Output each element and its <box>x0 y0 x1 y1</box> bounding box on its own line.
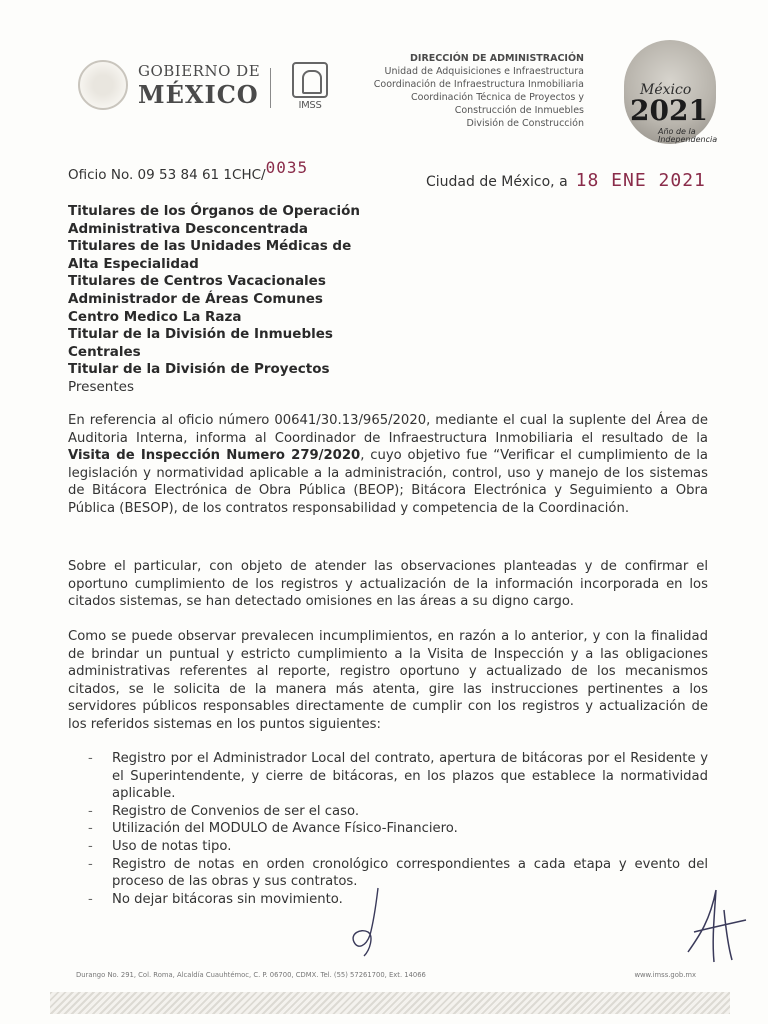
national-seal-icon <box>78 60 128 110</box>
list-item: - No dejar bitácoras sin movimiento. <box>88 891 708 909</box>
dept-line-5: División de Construcción <box>466 118 584 129</box>
date-stamp: 18 ENE 2021 <box>575 170 706 191</box>
list-item: - Registro por el Administrador Local del contrato, apertura de bitácoras por el Residente y el Superintendente, y cierre de bitácoras, en los plazos que establece la normatividad aplicable. <box>88 750 708 803</box>
paragraph-2: Sobre el particular, con objeto de atender las observaciones planteadas y de confirmar el oportuno cumplimiento de los registros y actualización de la información incorporada en los citados sistemas, se han detectado omisiones en las áreas a su digno cargo. <box>68 559 708 610</box>
badge-subtitle: Año de la Independencia <box>658 127 718 144</box>
dept-line-4: Construcción de Inmuebles <box>454 105 584 116</box>
recipient-line: Titulares de Centros Vacacionales <box>68 273 326 290</box>
imss-logo <box>288 62 332 111</box>
recipient-line: Administrador de Áreas Comunes <box>68 290 323 307</box>
recipient-line-presentes: Presentes <box>68 378 134 395</box>
list-item: - Registro de notas en orden cronológico correspondientes a cada etapa y evento del proceso de las obras y sus contratos. <box>88 856 708 891</box>
paragraph-1 <box>68 412 708 518</box>
dept-line-2: Coordinación de Infraestructura Inmobiliaria <box>373 79 584 90</box>
recipient-line: Centrales <box>68 343 141 360</box>
dept-line-1: Unidad de Adquisiciones e Infraestructura <box>384 66 584 77</box>
recipient-line: Titulares de las Unidades Médicas de <box>68 238 352 255</box>
list-item: - Registro de Convenios de ser el caso. <box>88 803 708 821</box>
department-block <box>374 52 584 130</box>
mexico-2021-badge <box>620 36 716 146</box>
oficio-number <box>68 158 309 183</box>
paragraph-1-part-a: En referencia al oficio número 00641/30.13/965/2020, mediante el cual la suplente del Área de Auditoria Interna, informa al Coordinador de Infraestructura Inmobiliaria el resultado de la <box>68 413 708 446</box>
date-prefix: Ciudad de México, a <box>426 174 568 190</box>
list-item: - Uso de notas tipo. <box>88 838 708 856</box>
inspection-visit-ref: Visita de Inspección Numero 279/2020 <box>68 448 361 464</box>
recipient-line: Centro Medico La Raza <box>68 308 242 325</box>
decorative-border <box>50 992 730 1014</box>
action-items-list <box>88 750 708 908</box>
letterhead <box>0 30 768 160</box>
dept-line-3: Coordinación Técnica de Proyectos y <box>411 92 584 103</box>
list-item: - Utilización del MODULO de Avance Físico-Financiero. <box>88 820 708 838</box>
recipients-block <box>68 203 360 397</box>
imss-label: IMSS <box>298 100 322 111</box>
paragraph-3: Como se puede observar prevalecen incumplimientos, en razón a lo anterior, y con la finalidad de brindar un puntual y estricto cumplimiento a la Visita de Inspección y a las obligaciones administrativas referentes al reporte, registro oportuno y actualizado de los mecanismos citados, se le solicita de la manera más atenta, gire las instrucciones pertinentes a los servidores públicos responsables directamente de cumplir con los registros y actualización de los referidos sistemas en los puntos siguientes: <box>68 629 708 732</box>
oficio-label: Oficio No. 09 53 84 61 1CHC/ <box>68 167 266 183</box>
footer-address: Durango No. 291, Col. Roma, Alcaldía Cuauhtémoc, C. P. 06700, CDMX. Tel. (55) 57261700, Ext. 14066 <box>76 971 426 979</box>
paragraph-1-part-b: , cuyo objetivo fue “Verificar el cumplimiento de la legislación y normatividad aplicable a la administración, control, uso y manejo de los sistemas de Bitácora Electrónica de Obra Pública (BEOP); Bitácora Electrónica y Seguimiento a Obra Pública (BESOP), de los contratos responsabilidad y competencia de la Coordinación. <box>68 448 709 516</box>
oficio-stamp-number: 0035 <box>265 158 309 177</box>
badge-year: 2021 <box>630 94 708 127</box>
dept-line-0: DIRECCIÓN DE ADMINISTRACIÓN <box>410 53 584 64</box>
logo-divider <box>270 68 271 108</box>
handwritten-signature <box>680 880 750 970</box>
footer-website: www.imss.gob.mx <box>634 971 696 979</box>
gobierno-line1: GOBIERNO DE <box>138 61 261 80</box>
gobierno-line2: MÉXICO <box>138 79 259 109</box>
gobierno-de-mexico-logo <box>78 60 260 110</box>
recipient-line: Administrativa Desconcentrada <box>68 220 309 237</box>
date-line <box>426 170 706 191</box>
imss-emblem-icon <box>292 62 328 98</box>
recipient-line: Titular de la División de Inmuebles <box>68 326 333 343</box>
initials-signature <box>330 880 390 960</box>
recipient-line: Titulares de los Órganos de Operación <box>68 203 360 219</box>
recipient-line: Titular de la División de Proyectos <box>68 361 330 378</box>
footer <box>76 971 696 979</box>
recipient-line: Alta Especialidad <box>68 255 199 272</box>
badge-mexico: México <box>640 82 692 98</box>
